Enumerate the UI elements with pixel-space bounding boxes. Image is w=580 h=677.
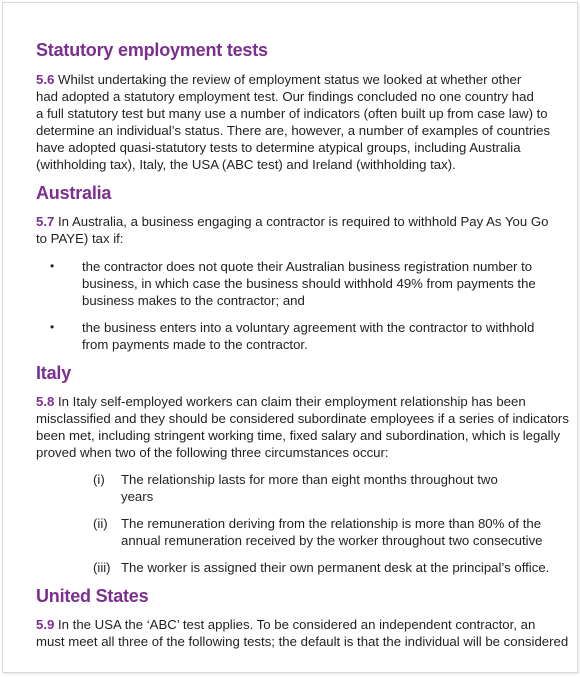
heading-united-states: United States [36, 586, 149, 606]
document-content [36, 39, 569, 650]
bullet-line: the business enters into a voluntary agreement with the contractor to withhold [82, 320, 535, 335]
paragraph-line: have adopted quasi-statutory tests to determine atypical groups, including Australia [36, 140, 521, 155]
paragraph-number: 5.9 [36, 617, 55, 632]
paragraph-number: 5.8 [36, 394, 55, 409]
bullet-line: business, in which case the business should withhold 49% from payments the [82, 276, 536, 291]
paragraph-line: to PAYE) tax if: [36, 231, 124, 246]
paragraph-line: (withholding tax), Italy, the USA (ABC test) and Ireland (withholding tax). [36, 157, 456, 172]
page-title: Statutory employment tests [36, 40, 268, 60]
bullet-line: the contractor does not quote their Australian business registration number to [82, 259, 533, 274]
item-line: annual remuneration received by the worker throughout two consecutive [121, 533, 543, 548]
paragraph-5-6 [36, 71, 566, 173]
item-number: (i) [93, 472, 105, 487]
item-line: The worker is assigned their own permanent desk at the principal’s office. [121, 560, 550, 575]
bullet-item [36, 319, 566, 353]
line-text: In Australia, a business engaging a contractor is required to withhold Pay As You Go [58, 214, 549, 229]
paragraph-line: must meet all three of the following tests; the default is that the individual will be considered [36, 634, 569, 649]
numbered-item [36, 515, 566, 549]
item-line: years [121, 489, 154, 504]
line-text: In Italy self-employed workers can claim their employment relationship has been [58, 394, 526, 409]
paragraph-number: 5.7 [36, 214, 55, 229]
paragraph-line [36, 393, 566, 410]
heading-australia: Australia [36, 183, 112, 203]
paragraph-5-9 [36, 616, 569, 650]
bullet-icon: • [50, 259, 55, 273]
paragraph-line: had adopted a statutory employment test. Our findings concluded no one country had [36, 89, 534, 104]
item-line: The remuneration deriving from the relationship is more than 80% of the [121, 516, 542, 531]
paragraph-line: determine an individual’s status. There are, however, a number of examples of countries [36, 123, 551, 138]
paragraph-line [36, 616, 566, 633]
heading-italy: Italy [36, 363, 72, 383]
item-line: The relationship lasts for more than eight months throughout two [121, 472, 498, 487]
paragraph-5-7 [36, 213, 566, 247]
paragraph-line: a full statutory test but many use a number of indicators (often built up from case law) to [36, 106, 548, 121]
paragraph-number: 5.6 [36, 72, 55, 87]
item-number: (ii) [93, 516, 108, 531]
line-text: In the USA the ‘ABC’ test applies. To be considered an independent contractor, an [58, 617, 536, 632]
item-number: (iii) [93, 560, 111, 575]
bullet-icon: • [50, 320, 55, 334]
paragraph-line [36, 71, 566, 88]
paragraph-line: misclassified and they should be considered subordinate employees if a series of indicators [36, 411, 569, 426]
numbered-item [36, 559, 566, 576]
document-page [2, 2, 578, 673]
bullet-item [36, 258, 566, 309]
paragraph-5-8 [36, 393, 569, 461]
numbered-item [36, 471, 566, 505]
bullet-line: business makes to the contractor; and [82, 293, 305, 308]
bullet-line: from payments made to the contractor. [82, 337, 308, 352]
paragraph-line [36, 213, 566, 230]
paragraph-line: proved when two of the following three circumstances occur: [36, 445, 389, 460]
line-text: Whilst undertaking the review of employment status we looked at whether other [58, 72, 522, 87]
paragraph-line: been met, including stringent working time, fixed salary and subordination, which is legally [36, 428, 561, 443]
